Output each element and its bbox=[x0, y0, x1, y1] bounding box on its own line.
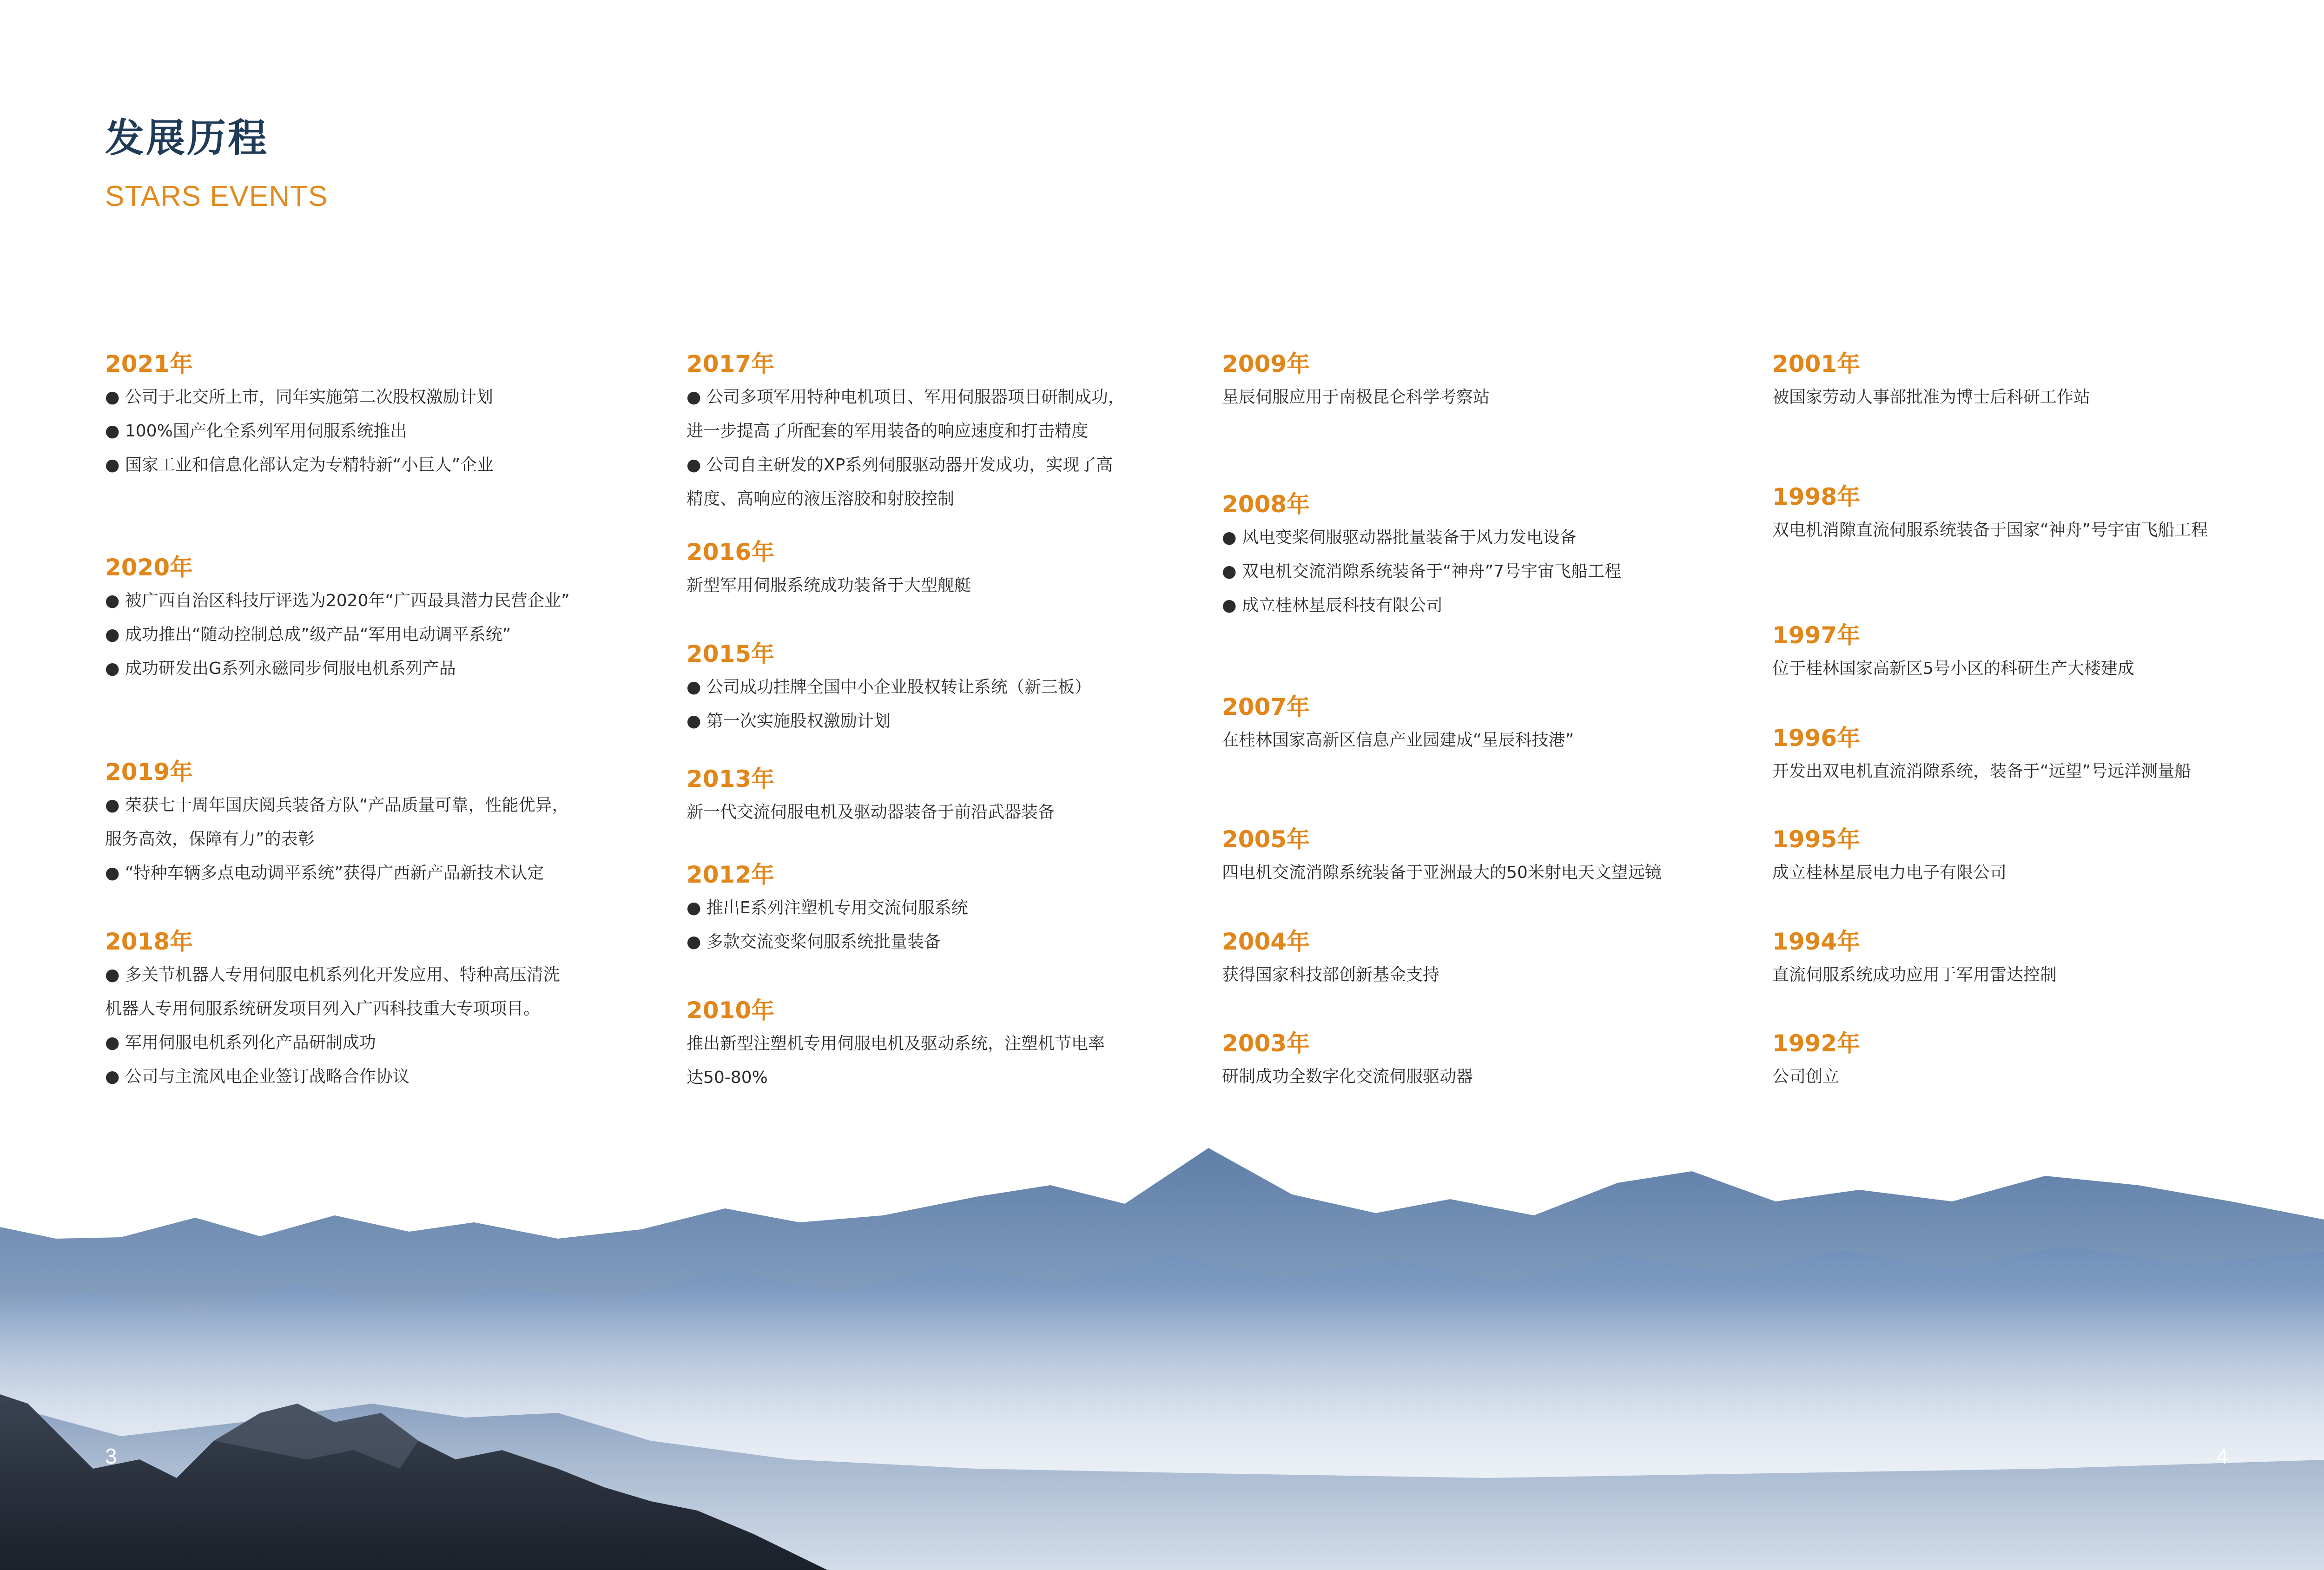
entry-line: 研制成功全数字化交流伺服驱动器 bbox=[1222, 1067, 1473, 1086]
timeline-entry-2020 bbox=[105, 556, 570, 686]
entry-year: 1995年 bbox=[1772, 826, 1861, 853]
entry-line: ● 100%国产化全系列军用伺服系统推出 bbox=[105, 422, 407, 441]
entry-line: 进一步提高了所配套的军用装备的响应速度和打击精度 bbox=[687, 422, 1089, 441]
entry-year: 2010年 bbox=[687, 997, 775, 1024]
entry-line: ● “特种车辆多点电动调平系统”获得广西新产品新技术认定 bbox=[105, 864, 544, 883]
page-number-left: 3 bbox=[105, 1444, 117, 1468]
entry-line: ● 风电变桨伺服驱动器批量装备于风力发电设备 bbox=[1222, 528, 1577, 547]
timeline-entry-1996 bbox=[1772, 726, 2191, 788]
entry-line: ● 公司于北交所上市，同年实施第二次股权激励计划 bbox=[105, 388, 493, 407]
entry-line: ● 被广西自治区科技厅评选为2020年“广西最具潜力民营企业” bbox=[105, 591, 570, 610]
entry-line: 被国家劳动人事部批准为博士后科研工作站 bbox=[1772, 388, 2091, 407]
entry-line: ● 国家工业和信息化部认定为专精特新“小巨人”企业 bbox=[105, 455, 494, 475]
entry-line: ● 公司与主流风电企业签订战略合作协议 bbox=[105, 1067, 409, 1086]
entry-line: ● 荣获七十周年国庆阅兵装备方队“产品质量可靠，性能优异， bbox=[105, 796, 569, 815]
timeline-entry-2017 bbox=[687, 352, 1125, 516]
entry-line: ● 推出E系列注塑机专用交流伺服系统 bbox=[687, 898, 968, 917]
timeline-entry-1997 bbox=[1772, 624, 2134, 686]
entry-year: 2019年 bbox=[105, 759, 193, 785]
entry-line: ● 公司多项军用特种电机项目、军用伺服器项目研制成功， bbox=[687, 388, 1125, 407]
entry-line: ● 军用伺服电机系列化产品研制成功 bbox=[105, 1033, 376, 1052]
entry-line: 位于桂林国家高新区5号小区的科研生产大楼建成 bbox=[1772, 659, 2134, 678]
timeline-entry-1992 bbox=[1772, 1032, 1860, 1094]
entry-line: 双电机消隙直流伺服系统装备于国家“神舟”号宇宙飞船工程 bbox=[1772, 521, 2208, 540]
timeline-entry-2004 bbox=[1222, 930, 1439, 992]
entry-line: ● 成立桂林星辰科技有限公司 bbox=[1222, 596, 1443, 615]
entry-line: 开发出双电机直流消隙系统，装备于“远望”号远洋测量船 bbox=[1772, 762, 2192, 781]
entry-year: 1994年 bbox=[1772, 928, 1861, 955]
entry-line: 成立桂林星辰电力电子有限公司 bbox=[1772, 863, 2007, 882]
entry-line: 精度、高响应的液压溶胶和射胶控制 bbox=[687, 489, 955, 508]
entry-year: 2016年 bbox=[687, 539, 775, 566]
entry-line: 服务高效，保障有力”的表彰 bbox=[105, 830, 315, 849]
entry-line: ● 多关节机器人专用伺服电机系列化开发应用、特种高压清洗 bbox=[105, 965, 560, 984]
timeline-entry-2005 bbox=[1222, 828, 1662, 890]
entry-line: 直流伺服系统成功应用于军用雷达控制 bbox=[1772, 965, 2057, 984]
entry-year: 2020年 bbox=[105, 554, 193, 581]
entry-year: 1992年 bbox=[1772, 1030, 1861, 1057]
entry-line: ● 多款交流变桨伺服系统批量装备 bbox=[687, 932, 941, 951]
entry-year: 2003年 bbox=[1222, 1030, 1310, 1057]
timeline-entry-2018 bbox=[105, 930, 560, 1094]
entry-year: 2013年 bbox=[687, 765, 775, 792]
timeline-entry-2007 bbox=[1222, 695, 1574, 757]
entry-line: 新型军用伺服系统成功装备于大型舰艇 bbox=[687, 576, 971, 595]
entry-year: 2004年 bbox=[1222, 928, 1310, 955]
entry-line: 获得国家科技部创新基金支持 bbox=[1222, 965, 1440, 984]
entry-line: 在桂林国家高新区信息产业园建成“星辰科技港” bbox=[1222, 731, 1574, 750]
entry-year: 2009年 bbox=[1222, 350, 1310, 377]
page-number-right: 4 bbox=[2216, 1444, 2228, 1468]
entry-year: 2015年 bbox=[687, 640, 775, 667]
entry-line: ● 第一次实施股权激励计划 bbox=[687, 712, 891, 731]
entry-line: 达50-80% bbox=[687, 1068, 768, 1087]
timeline-entry-2003 bbox=[1222, 1032, 1473, 1094]
entry-line: ● 成功研发出G系列永磁同步伺服电机系列产品 bbox=[105, 659, 456, 678]
timeline-entry-2021 bbox=[105, 352, 494, 482]
timeline-entry-2009 bbox=[1222, 352, 1490, 414]
entry-line: 机器人专用伺服系统研发项目列入广西科技重大专项项目。 bbox=[105, 999, 541, 1018]
timeline-entry-2001 bbox=[1772, 352, 2090, 414]
entry-year: 2018年 bbox=[105, 928, 193, 955]
entry-line: 推出新型注塑机专用伺服电机及驱动系统，注塑机节电率 bbox=[687, 1034, 1105, 1053]
timeline-entry-1994 bbox=[1772, 930, 2057, 992]
timeline-entry-2012 bbox=[687, 863, 968, 959]
mountain-landscape-image bbox=[0, 1115, 2324, 1570]
entry-line: ● 公司自主研发的XP系列伺服驱动器开发成功，实现了高 bbox=[687, 455, 1113, 475]
entry-year: 1998年 bbox=[1772, 483, 1861, 510]
entry-line: 星辰伺服应用于南极昆仑科学考察站 bbox=[1222, 388, 1490, 407]
timeline-entry-2008 bbox=[1222, 493, 1621, 622]
entry-line: 四电机交流消隙系统装备于亚洲最大的50米射电天文望远镜 bbox=[1222, 863, 1662, 882]
entry-line: ● 公司成功挂牌全国中小企业股权转让系统（新三板） bbox=[687, 678, 1091, 697]
page-title: 发展历程 bbox=[105, 115, 269, 161]
entry-line: 公司创立 bbox=[1772, 1067, 1840, 1086]
entry-year: 2012年 bbox=[687, 861, 775, 888]
entry-year: 2007年 bbox=[1222, 693, 1310, 720]
timeline-entry-2019 bbox=[105, 760, 569, 890]
timeline-entry-2016 bbox=[687, 541, 971, 602]
timeline-entry-1998 bbox=[1772, 485, 2208, 547]
entry-line: ● 双电机交流消隙系统装备于“神舟”7号宇宙飞船工程 bbox=[1222, 562, 1622, 581]
entry-year: 2021年 bbox=[105, 350, 193, 377]
entry-year: 1996年 bbox=[1772, 725, 1861, 752]
entry-line: ● 成功推出“随动控制总成”级产品“军用电动调平系统” bbox=[105, 625, 511, 644]
timeline-entry-2013 bbox=[687, 767, 1055, 829]
entry-line: 新一代交流伺服电机及驱动器装备于前沿武器装备 bbox=[687, 803, 1055, 822]
timeline-entry-2010 bbox=[687, 999, 1105, 1095]
entry-year: 2001年 bbox=[1772, 350, 1861, 377]
timeline-entry-1995 bbox=[1772, 828, 2007, 890]
entry-year: 2005年 bbox=[1222, 826, 1310, 853]
entry-year: 1997年 bbox=[1772, 622, 1861, 649]
page-subtitle: STARS EVENTS bbox=[105, 180, 328, 212]
timeline-entry-2015 bbox=[687, 642, 1091, 738]
entry-year: 2008年 bbox=[1222, 491, 1310, 518]
entry-year: 2017年 bbox=[687, 350, 775, 377]
